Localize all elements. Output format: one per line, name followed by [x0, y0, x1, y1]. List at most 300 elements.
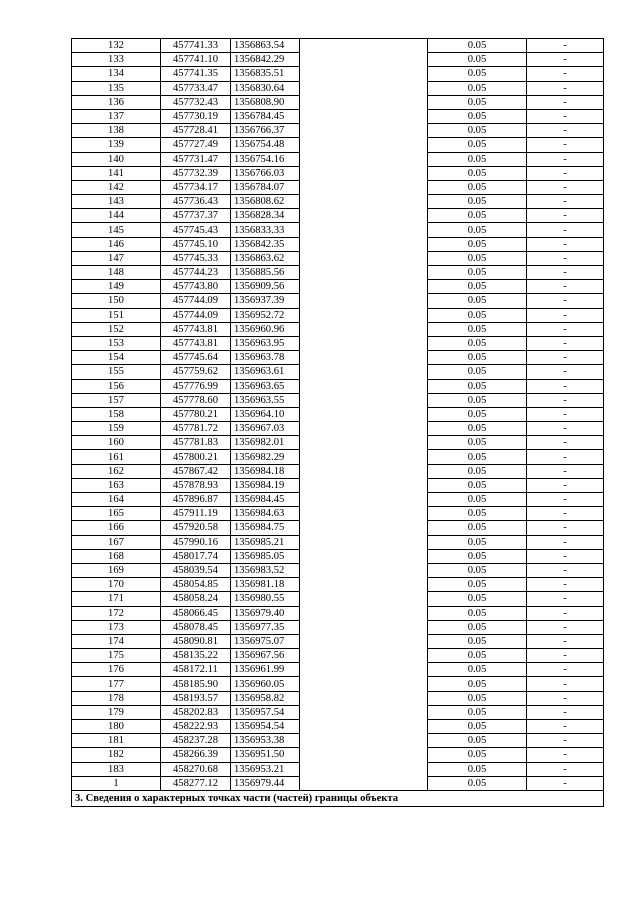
x-coordinate-cell: 458078.45 [161, 620, 231, 634]
table-row [72, 748, 604, 762]
table-row [72, 95, 604, 109]
method-cell [300, 478, 428, 492]
accuracy-cell: 0.05 [428, 649, 527, 663]
x-coordinate-cell: 457759.62 [161, 365, 231, 379]
point-number-cell: 146 [72, 237, 161, 251]
x-coordinate-cell: 457743.80 [161, 280, 231, 294]
y-coordinate-cell: 1356954.54 [231, 720, 300, 734]
table-row [72, 407, 604, 421]
accuracy-cell: 0.05 [428, 450, 527, 464]
method-cell [300, 620, 428, 634]
accuracy-cell: 0.05 [428, 734, 527, 748]
x-coordinate-cell: 458222.93 [161, 720, 231, 734]
x-coordinate-cell: 458172.11 [161, 663, 231, 677]
x-coordinate-cell: 458066.45 [161, 606, 231, 620]
table-row [72, 195, 604, 209]
y-coordinate-cell: 1356963.65 [231, 379, 300, 393]
point-number-cell: 135 [72, 81, 161, 95]
accuracy-cell: 0.05 [428, 351, 527, 365]
y-coordinate-cell: 1356963.78 [231, 351, 300, 365]
point-number-cell: 138 [72, 124, 161, 138]
method-cell [300, 294, 428, 308]
table-row [72, 578, 604, 592]
description-cell: - [527, 379, 604, 393]
accuracy-cell: 0.05 [428, 634, 527, 648]
point-number-cell: 154 [72, 351, 161, 365]
x-coordinate-cell: 457741.35 [161, 67, 231, 81]
accuracy-cell: 0.05 [428, 152, 527, 166]
y-coordinate-cell: 1356967.03 [231, 422, 300, 436]
y-coordinate-cell: 1356975.07 [231, 634, 300, 648]
point-number-cell: 160 [72, 436, 161, 450]
accuracy-cell: 0.05 [428, 308, 527, 322]
section-header-row [72, 790, 604, 806]
description-cell: - [527, 634, 604, 648]
accuracy-cell: 0.05 [428, 95, 527, 109]
point-number-cell: 172 [72, 606, 161, 620]
accuracy-cell: 0.05 [428, 521, 527, 535]
y-coordinate-cell: 1356957.54 [231, 705, 300, 719]
table-row [72, 138, 604, 152]
x-coordinate-cell: 458277.12 [161, 776, 231, 790]
y-coordinate-cell: 1356977.35 [231, 620, 300, 634]
x-coordinate-cell: 458054.85 [161, 578, 231, 592]
table-row [72, 379, 604, 393]
table-row [72, 549, 604, 563]
x-coordinate-cell: 458135.22 [161, 649, 231, 663]
point-number-cell: 170 [72, 578, 161, 592]
point-number-cell: 132 [72, 39, 161, 53]
point-number-cell: 139 [72, 138, 161, 152]
description-cell: - [527, 620, 604, 634]
table-row [72, 677, 604, 691]
point-number-cell: 167 [72, 535, 161, 549]
y-coordinate-cell: 1356980.55 [231, 592, 300, 606]
x-coordinate-cell: 458039.54 [161, 563, 231, 577]
method-cell [300, 507, 428, 521]
x-coordinate-cell: 457781.72 [161, 422, 231, 436]
accuracy-cell: 0.05 [428, 109, 527, 123]
point-number-cell: 156 [72, 379, 161, 393]
method-cell [300, 322, 428, 336]
description-cell: - [527, 762, 604, 776]
y-coordinate-cell: 1356885.56 [231, 266, 300, 280]
method-cell [300, 493, 428, 507]
table-row [72, 422, 604, 436]
accuracy-cell: 0.05 [428, 209, 527, 223]
x-coordinate-cell: 457732.39 [161, 166, 231, 180]
table-row [72, 663, 604, 677]
y-coordinate-cell: 1356909.56 [231, 280, 300, 294]
description-cell: - [527, 649, 604, 663]
accuracy-cell: 0.05 [428, 180, 527, 194]
accuracy-cell: 0.05 [428, 776, 527, 790]
y-coordinate-cell: 1356985.21 [231, 535, 300, 549]
method-cell [300, 691, 428, 705]
accuracy-cell: 0.05 [428, 677, 527, 691]
description-cell: - [527, 592, 604, 606]
table-row [72, 322, 604, 336]
method-cell [300, 109, 428, 123]
method-cell [300, 237, 428, 251]
table-row [72, 691, 604, 705]
description-cell: - [527, 422, 604, 436]
y-coordinate-cell: 1356967.56 [231, 649, 300, 663]
x-coordinate-cell: 457778.60 [161, 393, 231, 407]
accuracy-cell: 0.05 [428, 379, 527, 393]
coordinates-table-body [72, 39, 604, 791]
point-number-cell: 143 [72, 195, 161, 209]
accuracy-cell: 0.05 [428, 81, 527, 95]
table-row [72, 478, 604, 492]
y-coordinate-cell: 1356984.19 [231, 478, 300, 492]
description-cell: - [527, 691, 604, 705]
x-coordinate-cell: 457743.81 [161, 322, 231, 336]
table-row [72, 280, 604, 294]
method-cell [300, 81, 428, 95]
point-number-cell: 177 [72, 677, 161, 691]
description-cell: - [527, 436, 604, 450]
description-cell: - [527, 294, 604, 308]
table-row [72, 734, 604, 748]
method-cell [300, 280, 428, 294]
table-row [72, 251, 604, 265]
table-row [72, 592, 604, 606]
description-cell: - [527, 336, 604, 350]
y-coordinate-cell: 1356984.75 [231, 521, 300, 535]
point-number-cell: 164 [72, 493, 161, 507]
coordinates-table [71, 38, 604, 807]
y-coordinate-cell: 1356863.62 [231, 251, 300, 265]
x-coordinate-cell: 458202.83 [161, 705, 231, 719]
x-coordinate-cell: 457737.37 [161, 209, 231, 223]
table-row [72, 720, 604, 734]
x-coordinate-cell: 457781.83 [161, 436, 231, 450]
y-coordinate-cell: 1356830.64 [231, 81, 300, 95]
table-row [72, 266, 604, 280]
y-coordinate-cell: 1356979.44 [231, 776, 300, 790]
method-cell [300, 180, 428, 194]
method-cell [300, 251, 428, 265]
point-number-cell: 137 [72, 109, 161, 123]
description-cell: - [527, 563, 604, 577]
table-row [72, 365, 604, 379]
method-cell [300, 351, 428, 365]
y-coordinate-cell: 1356766.03 [231, 166, 300, 180]
accuracy-cell: 0.05 [428, 266, 527, 280]
table-row [72, 563, 604, 577]
method-cell [300, 464, 428, 478]
accuracy-cell: 0.05 [428, 592, 527, 606]
point-number-cell: 142 [72, 180, 161, 194]
description-cell: - [527, 138, 604, 152]
y-coordinate-cell: 1356835.51 [231, 67, 300, 81]
x-coordinate-cell: 457896.87 [161, 493, 231, 507]
y-coordinate-cell: 1356981.18 [231, 578, 300, 592]
y-coordinate-cell: 1356828.34 [231, 209, 300, 223]
x-coordinate-cell: 457732.43 [161, 95, 231, 109]
method-cell [300, 578, 428, 592]
method-cell [300, 535, 428, 549]
y-coordinate-cell: 1356863.54 [231, 39, 300, 53]
description-cell: - [527, 521, 604, 535]
x-coordinate-cell: 457731.47 [161, 152, 231, 166]
method-cell [300, 336, 428, 350]
table-row [72, 649, 604, 663]
x-coordinate-cell: 457990.16 [161, 535, 231, 549]
method-cell [300, 677, 428, 691]
table-row [72, 620, 604, 634]
accuracy-cell: 0.05 [428, 493, 527, 507]
description-cell: - [527, 549, 604, 563]
x-coordinate-cell: 457736.43 [161, 195, 231, 209]
x-coordinate-cell: 457741.33 [161, 39, 231, 53]
method-cell [300, 592, 428, 606]
point-number-cell: 153 [72, 336, 161, 350]
section-title: 3. Сведения о характерных точках части (частей) границы объекта [72, 790, 604, 806]
y-coordinate-cell: 1356985.05 [231, 549, 300, 563]
point-number-cell: 175 [72, 649, 161, 663]
accuracy-cell: 0.05 [428, 620, 527, 634]
method-cell [300, 606, 428, 620]
point-number-cell: 182 [72, 748, 161, 762]
table-row [72, 464, 604, 478]
method-cell [300, 422, 428, 436]
method-cell [300, 53, 428, 67]
method-cell [300, 39, 428, 53]
accuracy-cell: 0.05 [428, 407, 527, 421]
method-cell [300, 365, 428, 379]
x-coordinate-cell: 458090.81 [161, 634, 231, 648]
description-cell: - [527, 464, 604, 478]
point-number-cell: 158 [72, 407, 161, 421]
y-coordinate-cell: 1356808.62 [231, 195, 300, 209]
description-cell: - [527, 195, 604, 209]
description-cell: - [527, 67, 604, 81]
point-number-cell: 171 [72, 592, 161, 606]
y-coordinate-cell: 1356951.50 [231, 748, 300, 762]
accuracy-cell: 0.05 [428, 691, 527, 705]
method-cell [300, 166, 428, 180]
y-coordinate-cell: 1356833.33 [231, 223, 300, 237]
table-row [72, 436, 604, 450]
y-coordinate-cell: 1356961.99 [231, 663, 300, 677]
description-cell: - [527, 209, 604, 223]
point-number-cell: 183 [72, 762, 161, 776]
point-number-cell: 147 [72, 251, 161, 265]
y-coordinate-cell: 1356983.52 [231, 563, 300, 577]
accuracy-cell: 0.05 [428, 138, 527, 152]
y-coordinate-cell: 1356964.10 [231, 407, 300, 421]
method-cell [300, 634, 428, 648]
accuracy-cell: 0.05 [428, 705, 527, 719]
description-cell: - [527, 180, 604, 194]
x-coordinate-cell: 457730.19 [161, 109, 231, 123]
y-coordinate-cell: 1356960.05 [231, 677, 300, 691]
x-coordinate-cell: 457727.49 [161, 138, 231, 152]
accuracy-cell: 0.05 [428, 748, 527, 762]
point-number-cell: 161 [72, 450, 161, 464]
accuracy-cell: 0.05 [428, 280, 527, 294]
accuracy-cell: 0.05 [428, 563, 527, 577]
description-cell: - [527, 705, 604, 719]
x-coordinate-cell: 457745.33 [161, 251, 231, 265]
point-number-cell: 150 [72, 294, 161, 308]
x-coordinate-cell: 457744.23 [161, 266, 231, 280]
description-cell: - [527, 606, 604, 620]
table-row [72, 606, 604, 620]
description-cell: - [527, 81, 604, 95]
method-cell [300, 152, 428, 166]
x-coordinate-cell: 457745.10 [161, 237, 231, 251]
point-number-cell: 144 [72, 209, 161, 223]
x-coordinate-cell: 457878.93 [161, 478, 231, 492]
description-cell: - [527, 166, 604, 180]
point-number-cell: 152 [72, 322, 161, 336]
method-cell [300, 195, 428, 209]
accuracy-cell: 0.05 [428, 549, 527, 563]
point-number-cell: 136 [72, 95, 161, 109]
x-coordinate-cell: 457800.21 [161, 450, 231, 464]
accuracy-cell: 0.05 [428, 762, 527, 776]
point-number-cell: 159 [72, 422, 161, 436]
method-cell [300, 436, 428, 450]
method-cell [300, 209, 428, 223]
description-cell: - [527, 109, 604, 123]
point-number-cell: 165 [72, 507, 161, 521]
x-coordinate-cell: 457744.09 [161, 294, 231, 308]
description-cell: - [527, 322, 604, 336]
description-cell: - [527, 223, 604, 237]
x-coordinate-cell: 458237.28 [161, 734, 231, 748]
description-cell: - [527, 535, 604, 549]
description-cell: - [527, 407, 604, 421]
description-cell: - [527, 308, 604, 322]
method-cell [300, 663, 428, 677]
method-cell [300, 748, 428, 762]
description-cell: - [527, 237, 604, 251]
table-row [72, 393, 604, 407]
accuracy-cell: 0.05 [428, 322, 527, 336]
table-row [72, 152, 604, 166]
y-coordinate-cell: 1356784.07 [231, 180, 300, 194]
accuracy-cell: 0.05 [428, 464, 527, 478]
method-cell [300, 95, 428, 109]
point-number-cell: 1 [72, 776, 161, 790]
x-coordinate-cell: 457920.58 [161, 521, 231, 535]
method-cell [300, 563, 428, 577]
method-cell [300, 266, 428, 280]
method-cell [300, 734, 428, 748]
y-coordinate-cell: 1356982.01 [231, 436, 300, 450]
x-coordinate-cell: 458193.57 [161, 691, 231, 705]
table-row [72, 124, 604, 138]
table-row [72, 493, 604, 507]
accuracy-cell: 0.05 [428, 478, 527, 492]
method-cell [300, 776, 428, 790]
y-coordinate-cell: 1356963.55 [231, 393, 300, 407]
method-cell [300, 393, 428, 407]
description-cell: - [527, 734, 604, 748]
method-cell [300, 450, 428, 464]
y-coordinate-cell: 1356953.38 [231, 734, 300, 748]
description-cell: - [527, 152, 604, 166]
point-number-cell: 145 [72, 223, 161, 237]
method-cell [300, 379, 428, 393]
point-number-cell: 174 [72, 634, 161, 648]
x-coordinate-cell: 458058.24 [161, 592, 231, 606]
y-coordinate-cell: 1356784.45 [231, 109, 300, 123]
x-coordinate-cell: 457728.41 [161, 124, 231, 138]
description-cell: - [527, 251, 604, 265]
y-coordinate-cell: 1356984.63 [231, 507, 300, 521]
description-cell: - [527, 393, 604, 407]
table-row [72, 308, 604, 322]
description-cell: - [527, 478, 604, 492]
x-coordinate-cell: 457734.17 [161, 180, 231, 194]
accuracy-cell: 0.05 [428, 535, 527, 549]
x-coordinate-cell: 457776.99 [161, 379, 231, 393]
table-row [72, 209, 604, 223]
description-cell: - [527, 748, 604, 762]
point-number-cell: 141 [72, 166, 161, 180]
table-row [72, 351, 604, 365]
y-coordinate-cell: 1356982.29 [231, 450, 300, 464]
method-cell [300, 308, 428, 322]
method-cell [300, 720, 428, 734]
description-cell: - [527, 578, 604, 592]
y-coordinate-cell: 1356842.29 [231, 53, 300, 67]
point-number-cell: 179 [72, 705, 161, 719]
description-cell: - [527, 39, 604, 53]
point-number-cell: 181 [72, 734, 161, 748]
point-number-cell: 166 [72, 521, 161, 535]
point-number-cell: 133 [72, 53, 161, 67]
point-number-cell: 148 [72, 266, 161, 280]
table-row [72, 634, 604, 648]
x-coordinate-cell: 457745.43 [161, 223, 231, 237]
point-number-cell: 180 [72, 720, 161, 734]
description-cell: - [527, 351, 604, 365]
y-coordinate-cell: 1356963.61 [231, 365, 300, 379]
point-number-cell: 140 [72, 152, 161, 166]
table-row [72, 705, 604, 719]
table-row [72, 237, 604, 251]
y-coordinate-cell: 1356808.90 [231, 95, 300, 109]
point-number-cell: 176 [72, 663, 161, 677]
point-number-cell: 151 [72, 308, 161, 322]
y-coordinate-cell: 1356842.35 [231, 237, 300, 251]
y-coordinate-cell: 1356963.95 [231, 336, 300, 350]
method-cell [300, 549, 428, 563]
description-cell: - [527, 280, 604, 294]
method-cell [300, 407, 428, 421]
table-row [72, 81, 604, 95]
x-coordinate-cell: 457745.64 [161, 351, 231, 365]
point-number-cell: 149 [72, 280, 161, 294]
table-row [72, 223, 604, 237]
accuracy-cell: 0.05 [428, 251, 527, 265]
table-row [72, 294, 604, 308]
point-number-cell: 134 [72, 67, 161, 81]
x-coordinate-cell: 457867.42 [161, 464, 231, 478]
table-row [72, 180, 604, 194]
y-coordinate-cell: 1356754.48 [231, 138, 300, 152]
accuracy-cell: 0.05 [428, 393, 527, 407]
table-row [72, 535, 604, 549]
table-row [72, 39, 604, 53]
point-number-cell: 178 [72, 691, 161, 705]
